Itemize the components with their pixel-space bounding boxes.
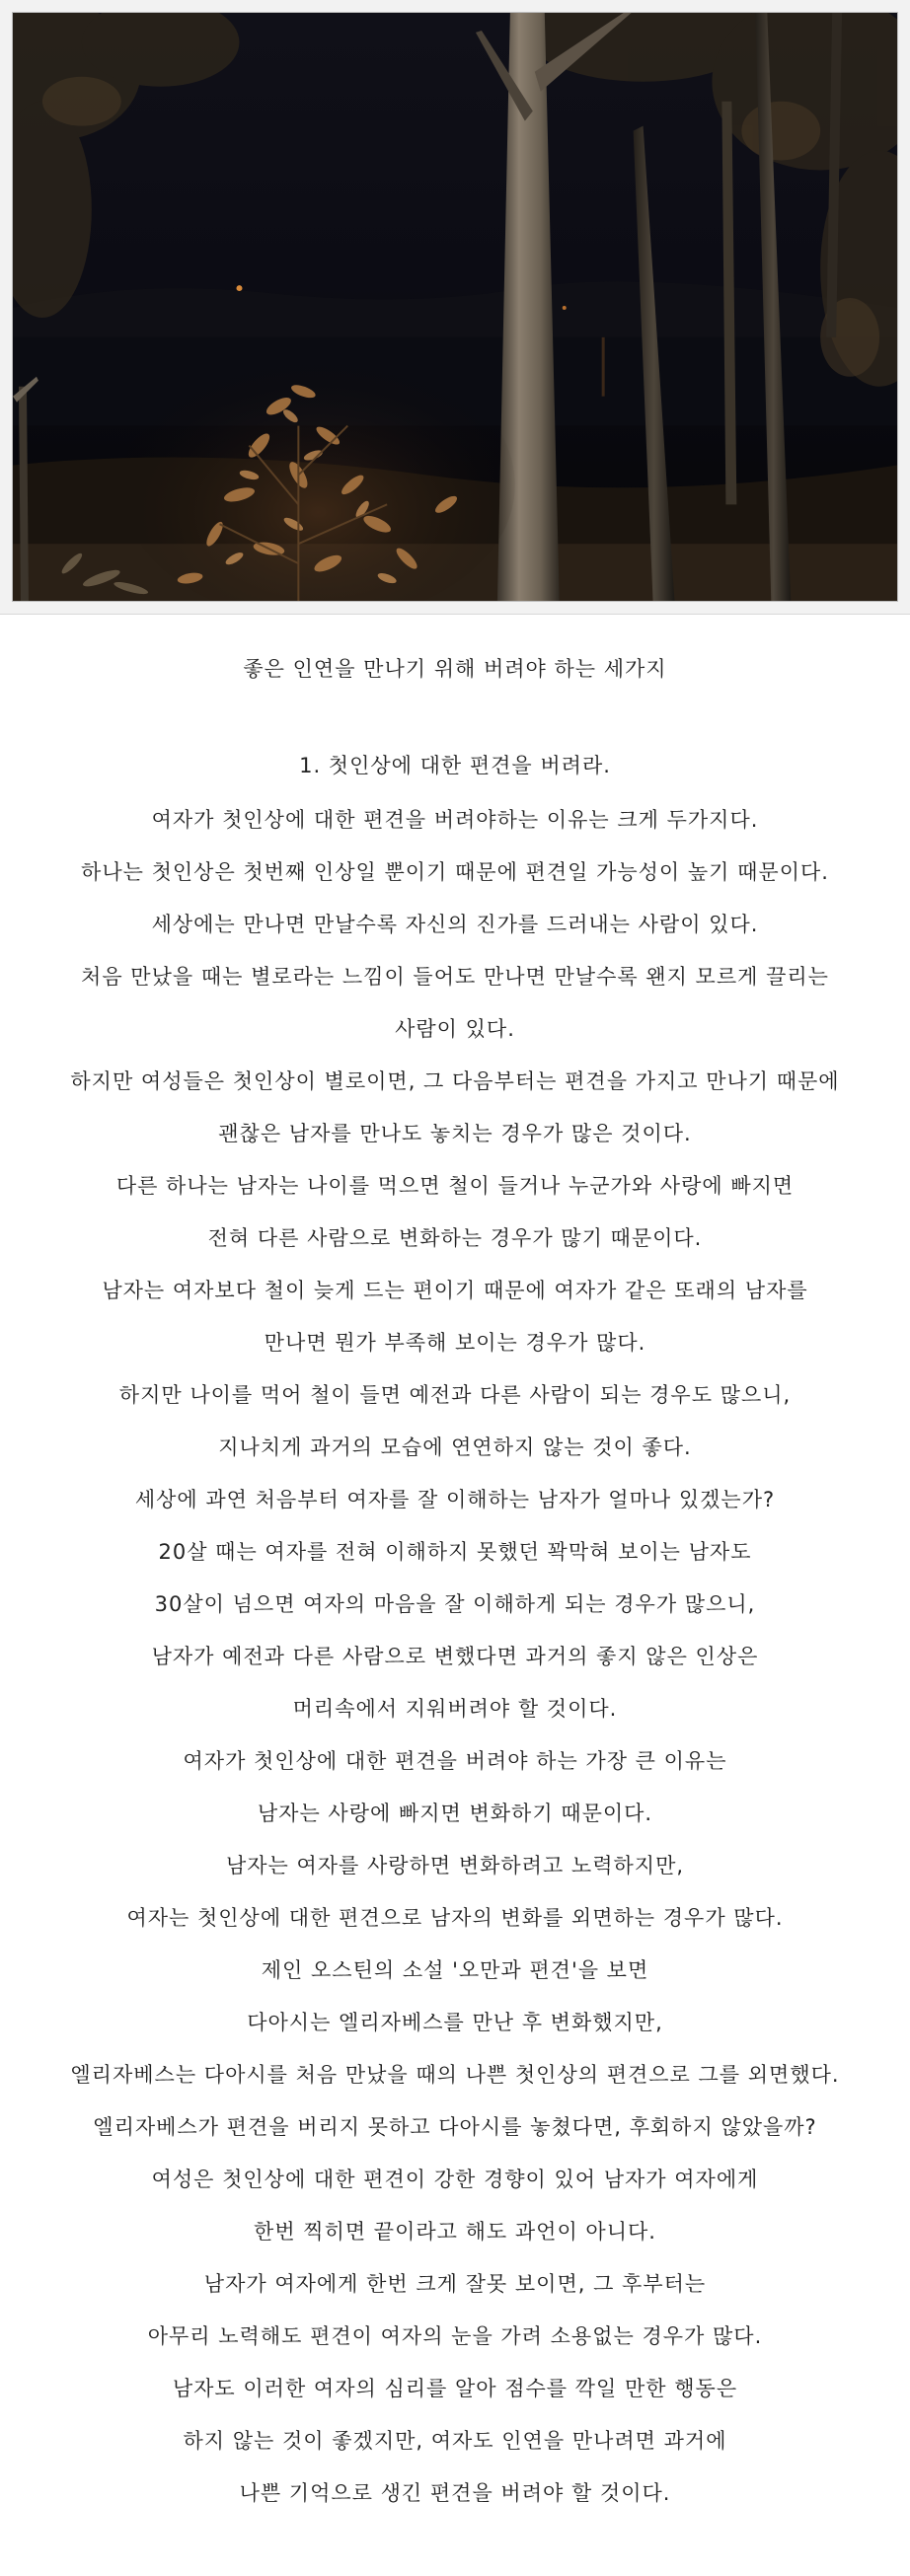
text-line: 아무리 노력해도 편견이 여자의 눈을 가려 소용없는 경우가 많다. bbox=[147, 2324, 763, 2348]
text-line: 엘리자베스는 다아시를 처음 만났을 때의 나쁜 첫인상의 편견으로 그를 외면했다. bbox=[70, 2063, 840, 2087]
text-line: 세상에는 만나면 만날수록 자신의 진가를 드러내는 사람이 있다. bbox=[151, 913, 759, 936]
text-line: 하지만 나이를 먹어 철이 들면 예전과 다른 사람이 되는 경우도 많으니, bbox=[118, 1383, 792, 1407]
text-line: 남자는 여자보다 철이 늦게 드는 편이기 때문에 여자가 같은 또래의 남자를 bbox=[102, 1279, 808, 1302]
text-line: 괜찮은 남자를 만나도 놓치는 경우가 많은 것이다. bbox=[218, 1122, 692, 1145]
text-line: 세상에 과연 처음부터 여자를 잘 이해하는 남자가 얼마나 있겠는가? bbox=[134, 1488, 776, 1511]
text-line: 여자가 첫인상에 대한 편견을 버려야 하는 가장 큰 이유는 bbox=[183, 1749, 727, 1773]
text-line: 남자는 여자를 사랑하면 변화하려고 노력하지만, bbox=[225, 1854, 685, 1877]
night-forest-image bbox=[13, 13, 897, 601]
text-line: 제인 오스틴의 소설 '오만과 편견'을 보면 bbox=[261, 1958, 649, 1982]
text-line: 하나는 첫인상은 첫번째 인상일 뿐이기 때문에 편견일 가능성이 높기 때문이다. bbox=[81, 860, 829, 884]
night-forest-photo bbox=[12, 12, 898, 602]
text-line: 다른 하나는 남자는 나이를 먹으면 철이 들거나 누군가와 사랑에 빠지면 bbox=[115, 1174, 795, 1198]
text-line: 남자도 이러한 여자의 심리를 알아 점수를 깍일 만한 행동은 bbox=[172, 2377, 738, 2400]
photo-frame bbox=[0, 0, 910, 615]
text-line: 나쁜 기억으로 생긴 편견을 버려야 할 것이다. bbox=[239, 2481, 671, 2505]
text-line: 엘리자베스가 편견을 버리지 못하고 다아시를 놓쳤다면, 후회하지 않았을까? bbox=[93, 2115, 817, 2139]
text-line: 하지 않는 것이 좋겠지만, 여자도 인연을 만나려면 과거에 bbox=[183, 2429, 727, 2453]
text-line: 여자가 첫인상에 대한 편견을 버려야하는 이유는 크게 두가지다. bbox=[151, 808, 759, 832]
text-line: 남자가 여자에게 한번 크게 잘못 보이면, 그 후부터는 bbox=[203, 2272, 707, 2296]
text-line: 1. 첫인상에 대한 편견을 버려라. bbox=[299, 754, 611, 777]
text-line: 여성은 첫인상에 대한 편견이 강한 경향이 있어 남자가 여자에게 bbox=[151, 2168, 759, 2191]
text-line: 20살 때는 여자를 전혀 이해하지 못했던 꽉막혀 보이는 남자도 bbox=[158, 1540, 752, 1564]
text-line: 남자는 사랑에 빠지면 변화하기 때문이다. bbox=[257, 1802, 653, 1825]
text-line: 만나면 뭔가 부족해 보이는 경우가 많다. bbox=[264, 1331, 646, 1355]
article-title: 좋은 인연을 만나기 위해 버려야 하는 세가지 bbox=[243, 657, 667, 681]
text-line: 전혀 다른 사람으로 변화하는 경우가 많기 때문이다. bbox=[207, 1226, 703, 1250]
text-line: 하지만 여성들은 첫인상이 별로이면, 그 다음부터는 편견을 가지고 만나기 때문에 bbox=[70, 1069, 840, 1093]
text-line: 남자가 예전과 다른 사람으로 변했다면 과거의 좋지 않은 인상은 bbox=[151, 1645, 759, 1668]
text-line: 머리속에서 지워버려야 할 것이다. bbox=[292, 1697, 618, 1721]
text-line: 사람이 있다. bbox=[395, 1017, 515, 1041]
text-line: 30살이 넘으면 여자의 마음을 잘 이해하게 되는 경우가 많으니, bbox=[154, 1592, 756, 1616]
text-line: 여자는 첫인상에 대한 편견으로 남자의 변화를 외면하는 경우가 많다. bbox=[126, 1906, 784, 1930]
text-line: 다아시는 엘리자베스를 만난 후 변화했지만, bbox=[247, 2011, 663, 2034]
text-line: 처음 만났을 때는 별로라는 느낌이 들어도 만나면 만날수록 왠지 모르게 끌리는 bbox=[81, 965, 829, 989]
text-line: 지나치게 과거의 모습에 연연하지 않는 것이 좋다. bbox=[218, 1435, 692, 1459]
text-line: 한번 찍히면 끝이라고 해도 과언이 아니다. bbox=[254, 2220, 656, 2244]
